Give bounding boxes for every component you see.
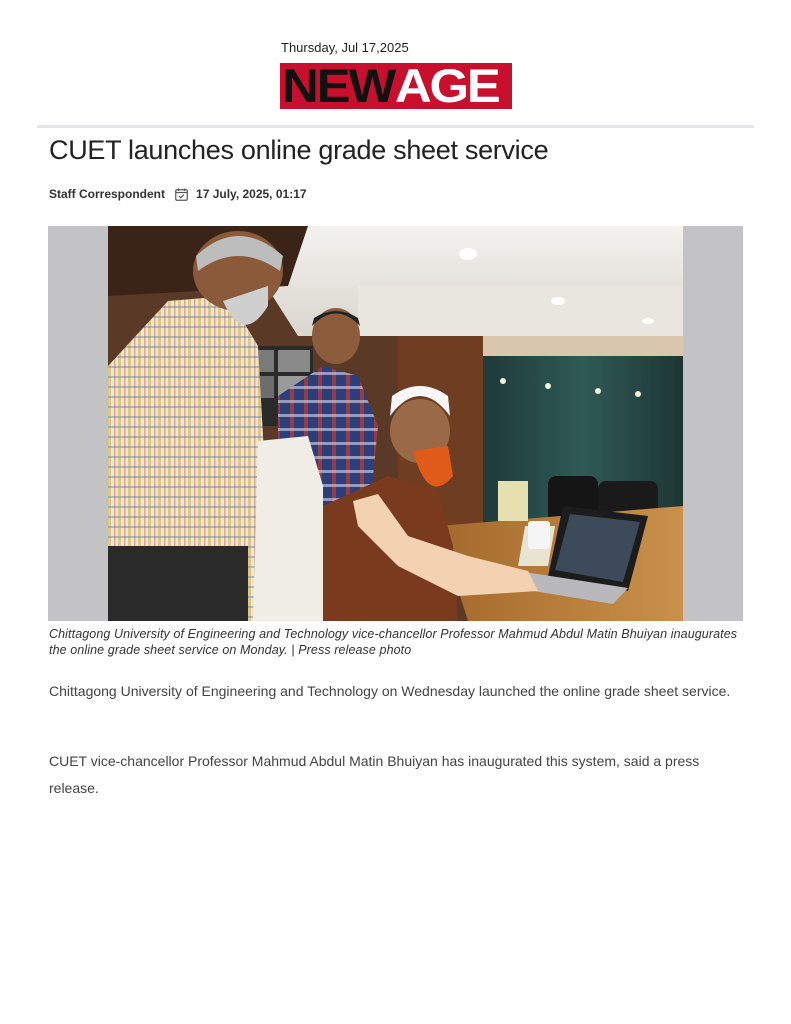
logo-age-text: AGE (394, 63, 499, 109)
article-paragraph: Chittagong University of Engineering and Technology on Wednesday launched the online grade sheet service. (49, 683, 731, 699)
article-headline: CUET launches online grade sheet service (49, 135, 549, 165)
calendar-icon (175, 188, 188, 201)
publication-date: Thursday, Jul 17,2025 (281, 40, 409, 55)
author-name: Staff Correspondent (49, 187, 166, 201)
photo-frame (48, 226, 743, 621)
publish-timestamp: 17 July, 2025, 01:17 (196, 187, 307, 201)
article-paragraph: CUET vice-chancellor Professor Mahmud Abdul Matin Bhuiyan has inaugurated this system, said a press release. (49, 753, 700, 796)
photo-illustration (108, 226, 683, 621)
article-photo[interactable] (108, 226, 683, 621)
article-byline (49, 187, 307, 201)
header-divider (37, 125, 754, 128)
logo-new-text: NEW (282, 63, 395, 109)
newage-logo[interactable] (280, 63, 512, 109)
photo-caption: Chittagong University of Engineering and Technology vice-chancellor Professor Mahmud Abdul Matin Bhuiyan inaugurates the online grade sheet service on Monday. | Press release photo (49, 627, 738, 657)
